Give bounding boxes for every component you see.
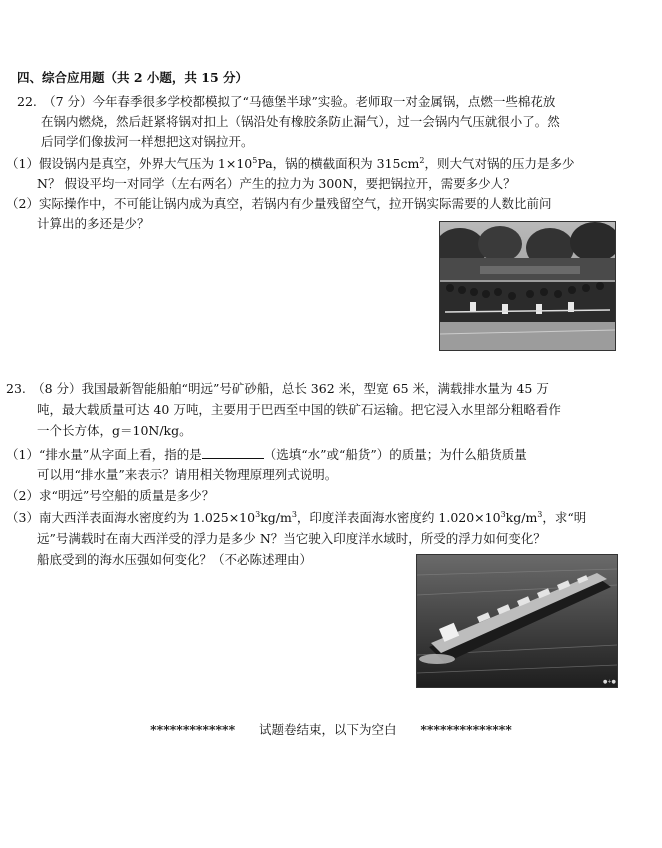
cargo-ship-photo — [416, 554, 618, 688]
footer-stars-right: ************** — [420, 722, 512, 737]
q23-sub1-line-1: （1）“排水量”从字面上看，指的是 （选填“水”或“船货”）的质量；为什么船货质量 — [6, 447, 527, 462]
q23-sub3-line-1: （3）南大西洋表面海水密度约为 $1.025\times 10^3kg/m^3$，印度洋表面海水密度约 $1.020\times 10^3kg/m^3$，求“明 — [6, 509, 587, 525]
q22-sub2-line-1: （2）实际操作中，不可能让锅内成为真空，若锅内有少量残留空气，拉开锅实际需要的人数比前问 — [6, 196, 552, 211]
footer-stars-left: ************* — [150, 722, 236, 737]
tug-of-war-photo — [439, 221, 616, 351]
q23-line-3: 一个长方体，g＝10N/kg。 — [37, 423, 192, 438]
section-heading: 四、综合应用题（共 2 小题，共 15 分） — [17, 70, 249, 85]
q23-sub2-line-1: （2）求“明远”号空船的质量是多少？ — [6, 488, 215, 503]
q23-sub1-line-2: 可以用“排水量”来表示？请用相关物理原理列式说明。 — [37, 467, 338, 482]
q23-line-1: 23. （8 分）我国最新智能船舶“明远”号矿砂船，总长 362 米，型宽 65 米，满载排水量为 45 万 — [6, 381, 549, 396]
q22-line-2: 在锅内燃烧，然后赶紧将锅对扣上（锅沿处有橡胶条防止漏气），过一会锅内气压就很小了。然 — [41, 114, 560, 129]
q22-line-1: 22. （7 分）今年春季很多学校都模拟了“马德堡半球”实验。老师取一对金属锅，点燃一些棉花放 — [17, 94, 556, 109]
paper-end-footer — [0, 720, 662, 738]
footer-text: 试题卷结束，以下为空白 — [258, 722, 397, 737]
q23-sub3-line-3: 船底受到的海水压强如何变化？（不必陈述理由） — [37, 552, 313, 567]
q23-line-2: 吨，最大载质量可达 40 万吨，主要用于巴西至中国的铁矿石运输。把它浸入水里部分粗略看作 — [37, 402, 561, 417]
q22-line-3: 后同学们像拔河一样想把这对锅拉开。 — [41, 134, 254, 149]
answer-blank[interactable] — [202, 446, 264, 459]
q22-sub2-line-2: 计算出的多还是少？ — [37, 216, 150, 231]
q23-sub3-line-2: 远”号满载时在南大西洋受的浮力是多少 N？当它驶入印度洋水域时，所受的浮力如何变化？ — [37, 531, 546, 546]
q22-sub1-line-1: （1）假设锅内是真空，外界大气压为 $1\times 10^5Pa$，锅的横截面积为 $315cm^2$，则大气对锅的压力是多少 — [6, 155, 575, 171]
svg-text:●+●: ●+● — [603, 679, 616, 685]
q22-sub1-line-2: N？ 假设平均一对同学（左右两名）产生的拉力为 300N，要把锅拉开，需要多少人？ — [37, 176, 516, 191]
